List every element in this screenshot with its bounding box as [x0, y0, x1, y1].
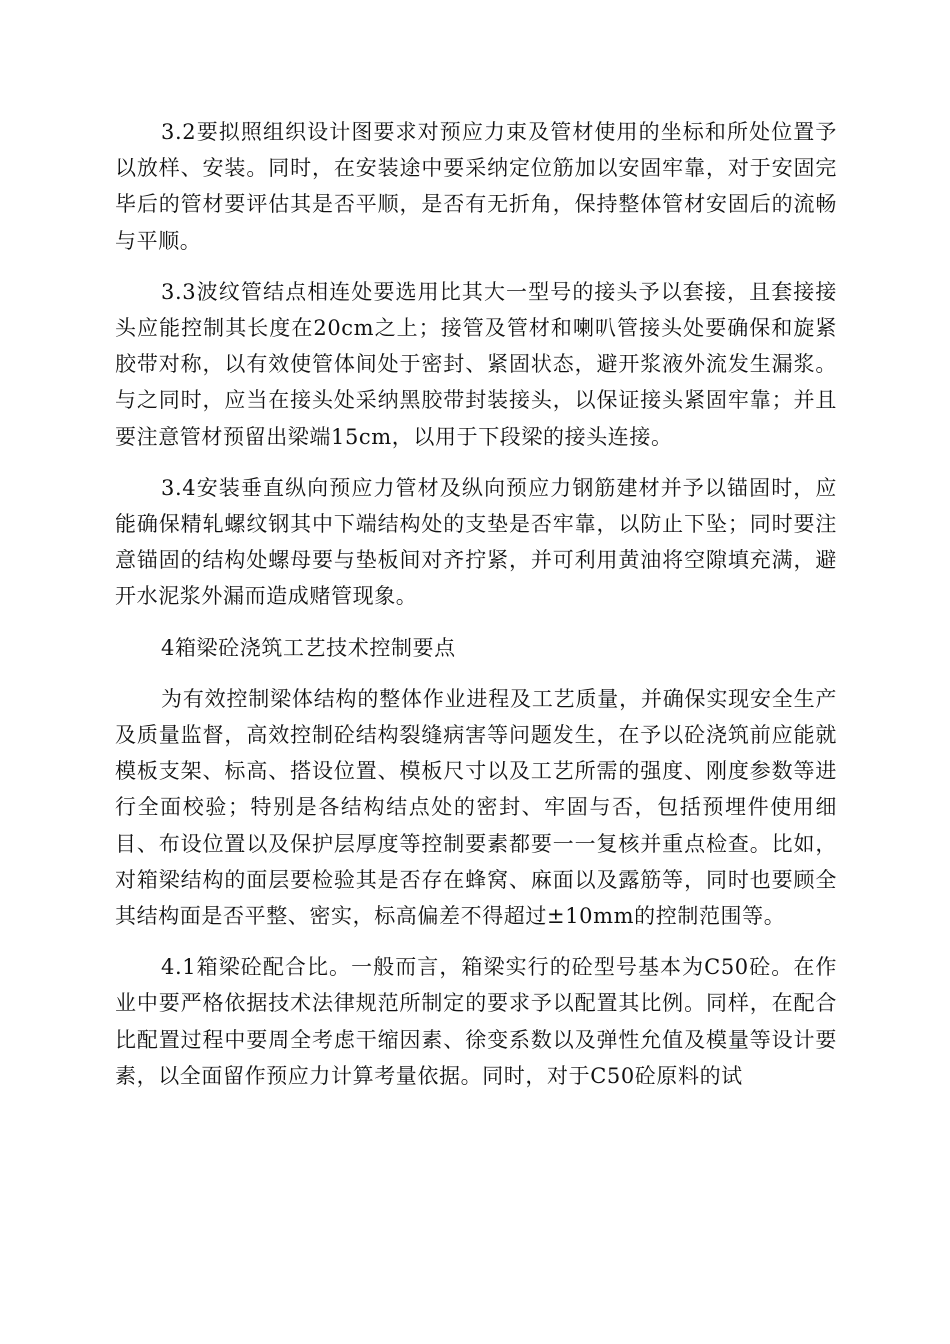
section-heading-4: 4箱梁砼浇筑工艺技术控制要点	[161, 635, 456, 660]
paragraph-4-1: 4.1箱梁砼配合比。一般而言，箱梁实行的砼型号基本为C50砼。在作业中要严格依据技术法律规范所制定的要求予以配置其比例。同样，在配合比配置过程中要周全考虑干缩因素、徐变系数以及弹性允值及模量等设计要素，以全面留作预应力计算考量依据。同时，对于C50砼原料的试	[115, 955, 837, 1088]
paragraph-3-2: 3.2要拟照组织设计图要求对预应力束及管材使用的坐标和所处位置予以放样、安装。同时，在安装途中要采纳定位筋加以安固牢靠，对于安固完毕后的管材要评估其是否平顺，是否有无折角，保持整体管材安固后的流畅与平顺。	[115, 120, 837, 253]
paragraph-3-3: 3.3波纹管结点相连处要选用比其大一型号的接头予以套接，且套接接头应能控制其长度在20cm之上；接管及管材和喇叭管接头处要确保和旋紧胶带对称，以有效使管体间处于密封、紧固状态，避开浆液外流发生漏浆。与之同时，应当在接头处采纳黑胶带封装接头，以保证接头紧固牢靠；并且要注意管材预留出梁端15cm，以用于下段梁的接头连接。	[115, 279, 837, 449]
paragraph-3-4: 3.4安装垂直纵向预应力管材及纵向预应力钢筋建材并予以锚固时，应能确保精轧螺纹钢其中下端结构处的支垫是否牢靠，以防止下坠；同时要注意锚固的结构处螺母要与垫板间对齐拧紧，并可利用黄油将空隙填充满，避开水泥浆外漏而造成赌管现象。	[115, 475, 837, 609]
paragraph-4-intro: 为有效控制梁体结构的整体作业进程及工艺质量，并确保实现安全生产及质量监督，高效控制砼结构裂缝病害等问题发生，在予以砼浇筑前应能就模板支架、标高、搭设位置、模板尺寸以及工艺所需的强度、刚度参数等进行全面校验；特别是各结构结点处的密封、牢固与否，包括预埋件使用细目、布设位置以及保护层厚度等控制要素都要一一复核并重点检查。比如，对箱梁结构的面层要检验其是否存在蜂窝、麻面以及露筋等，同时也要顾全其结构面是否平整、密实，标高偏差不得超过±10mm的控制范围等。	[115, 686, 837, 929]
document-body	[115, 114, 837, 1109]
